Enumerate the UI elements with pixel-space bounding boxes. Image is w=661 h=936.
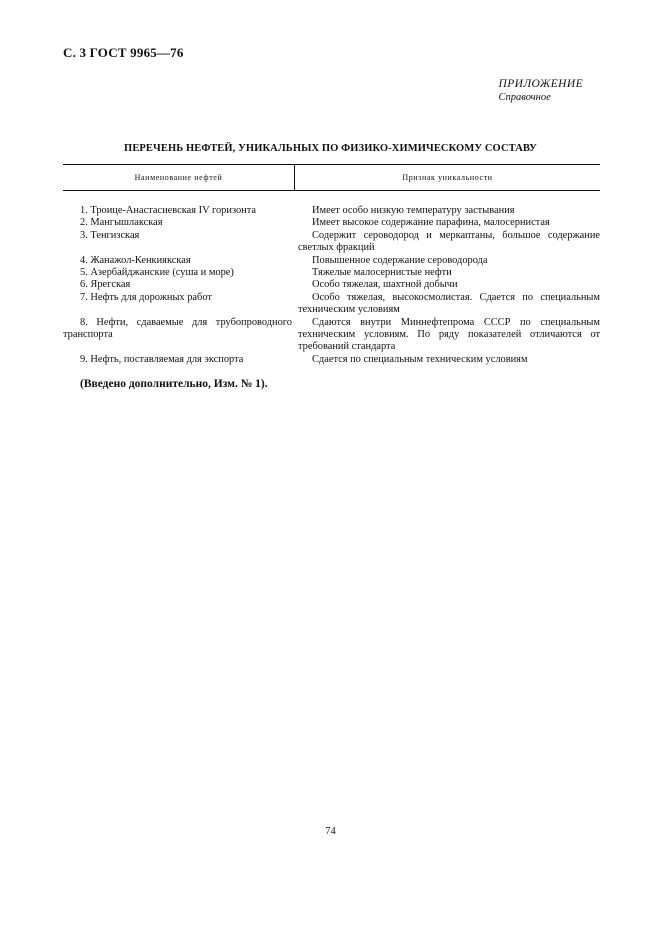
table-row [63,354,600,366]
uniqueness-cell: Тяжелые малосернистые нефти [312,267,452,279]
table-row [63,267,600,279]
uniqueness-cell: Повышенное содержание сероводорода [312,254,488,266]
oil-name-cell: 5. Азербайджанские (суша и море) [80,267,234,279]
oil-name-cell: 2. Мангышлакская [80,217,163,229]
appendix-label: ПРИЛОЖЕНИЕ [498,78,583,90]
appendix-label-block [499,78,583,104]
table-row [63,205,600,217]
table-body [63,191,600,366]
page-title: ПЕРЕЧЕНЬ НЕФТЕЙ, УНИКАЛЬНЫХ ПО ФИЗИКО-ХИМИЧЕСКОМУ СОСТАВУ [124,143,537,154]
oil-name-cell: 9. Нефть, поставляемая для экспорта [80,353,244,365]
uniqueness-cell: Содержит сероводород и меркаптаны, большое содержание светлых фракций [298,229,600,254]
column-header-name: Наименование нефтей [63,165,295,190]
table-row [63,217,600,229]
uniqueness-cell: Особо тяжелая, высокосмолистая. Сдается по специальным техническим условиям [298,291,600,316]
column-header-sign: Признак уникальности [402,173,493,182]
table-header [63,164,600,191]
table-row [63,230,600,255]
uniqueness-cell: Имеет особо низкую температуру застывания [312,205,515,216]
document-header: С. 3 ГОСТ 9965—76 [63,45,184,60]
table-row [63,255,600,267]
appendix-type: Справочное [498,92,551,103]
uniqueness-cell: Имеет высокое содержание парафина, малосернистая [312,217,550,229]
oil-name-cell: 4. Жанажол-Кенкиякская [80,254,191,266]
oil-name-cell: 1. Троице-Анастасиевская IV горизонта [80,205,257,216]
oils-table [63,164,600,366]
amendment-note: (Введено дополнительно, Изм. № 1). [80,378,268,390]
uniqueness-cell: Сдается по специальным техническим условиям [312,353,528,365]
table-row [63,292,600,317]
uniqueness-cell: Особо тяжелая, шахтной добычи [312,279,458,291]
page-number: 74 [325,826,336,837]
uniqueness-cell: Сдаются внутри Миннефтепрома СССР по специальным техническим условиям. По ряду показателей отличаются от требований стандарта [298,316,600,353]
table-row [63,279,600,291]
oil-name-cell: 7. Нефть для дорожных работ [80,291,212,303]
oil-name-cell: 3. Тенгизская [80,229,140,241]
oil-name-cell: 6. Ярегская [80,279,131,291]
table-row [63,317,600,354]
oil-name-cell: 8. Нефти, сдаваемые для трубопроводного транспорта [63,316,292,341]
